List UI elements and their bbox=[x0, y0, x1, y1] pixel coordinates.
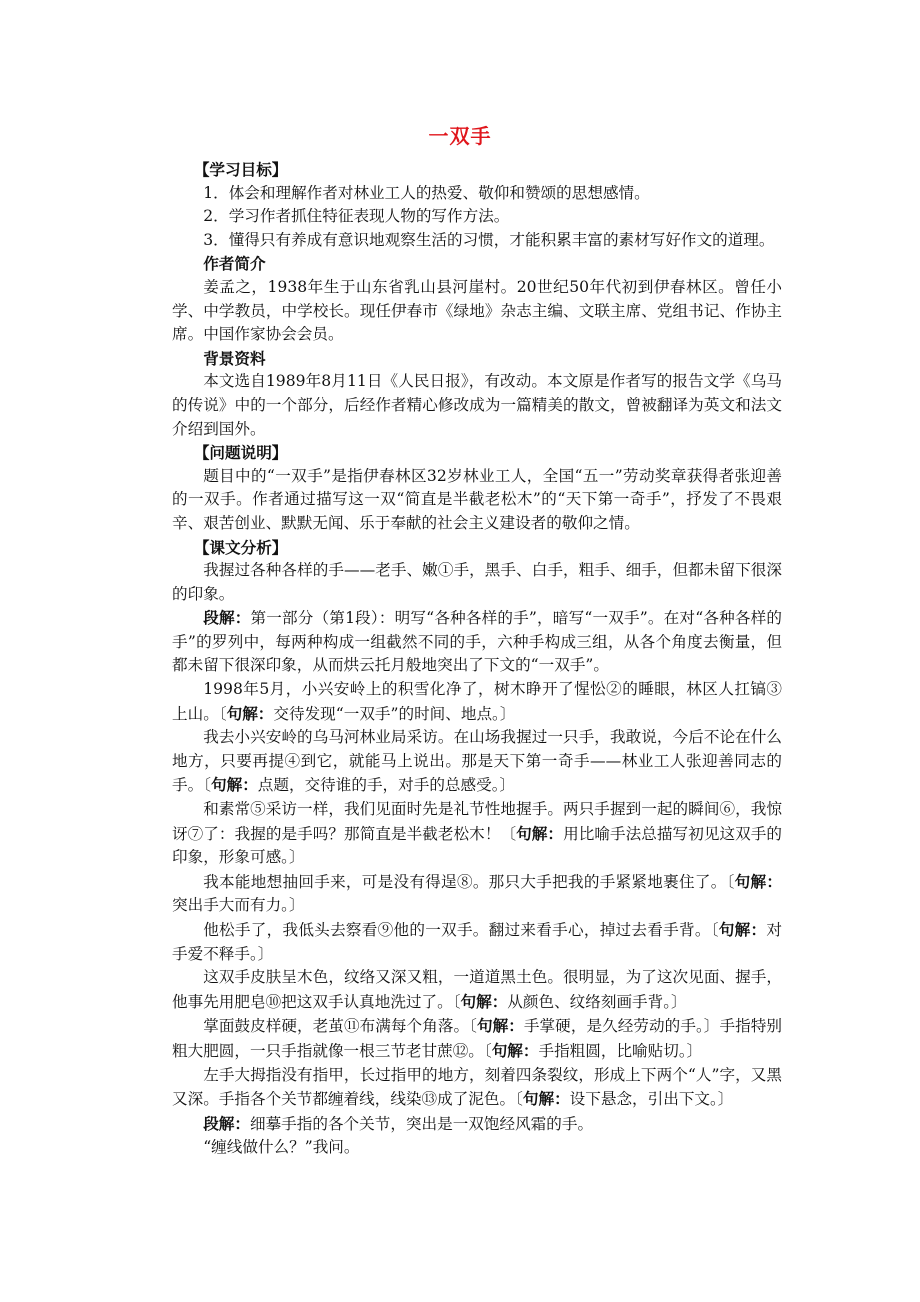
analysis-paragraph bbox=[172, 870, 782, 918]
note-text: 点题，交待谁的手，对手的总感受。〕 bbox=[257, 776, 516, 795]
analysis-paragraph bbox=[172, 559, 782, 606]
sentence-label: 句解： bbox=[718, 920, 767, 939]
author-text: 姜孟之，1938年生于山东省乳山县河崖村。20世纪50年代初到伊春林区。曾任小学、中学教员，中学校长。现任伊春市《绿地》杂志主编、文联主席、党组书记、作协主席。中国作家协会会员。 bbox=[172, 277, 782, 344]
note-open: 〔 bbox=[710, 921, 719, 939]
goals-heading: 【学习目标】 bbox=[193, 160, 288, 179]
paragraph-text: 我握过各种各样的手——老手、嫩①手，黑手、白手，粗手、细手，但都未留下很深的印象。 bbox=[172, 561, 782, 603]
analysis-paragraph bbox=[172, 1112, 782, 1137]
paragraph-text: 细摹手指的各个关节，突出是一双饱经风霜的手。 bbox=[249, 1114, 594, 1133]
note-open: 〔 bbox=[469, 1017, 477, 1036]
author-heading: 作者简介 bbox=[203, 254, 266, 274]
analysis-paragraph bbox=[172, 1014, 782, 1063]
sentence-label: 句解： bbox=[491, 1040, 539, 1060]
analysis-paragraph bbox=[172, 678, 782, 726]
paragraph-text: 他松手了，我低头去察看⑨他的一双手。翻过来看手心，掉过去看手背。 bbox=[203, 921, 711, 939]
note-text: 用比喻手法总描写初见这双手的印象，形象可感。〕 bbox=[172, 824, 782, 867]
note-open: 〔 bbox=[483, 1041, 492, 1060]
analysis-paragraph bbox=[172, 966, 782, 1014]
note-open: 〔 bbox=[203, 776, 211, 795]
sentence-label: 句解： bbox=[516, 823, 564, 843]
note-text: 从颜色、纹络刻画手背。〕 bbox=[507, 992, 687, 1011]
sentence-label: 句解： bbox=[522, 1089, 570, 1109]
background-heading: 背景资料 bbox=[203, 348, 266, 368]
analysis-paragraph bbox=[172, 918, 782, 966]
note-open: 〔 bbox=[452, 992, 461, 1011]
question-text: 题目中的“一双手”是指伊春林区32岁林业工人，全国“五一”劳动奖章获得者张迎善的一双手。作者通过描写这一双“简直是半截老松木”的“天下第一奇手”，抒发了不畏艰辛、艰苦创业、默默无闻、乐于奉献的社会主义建设者的敬仰之情。 bbox=[172, 466, 782, 532]
paragraph-text: “缠线做什么？”我问。 bbox=[203, 1138, 360, 1157]
note-text: 对手爱不释手。〕 bbox=[172, 921, 782, 963]
sentence-label: 句解： bbox=[460, 991, 508, 1011]
analysis-paragraph bbox=[172, 798, 782, 870]
section-label: 段解： bbox=[203, 608, 251, 628]
paragraph-text: 和素常⑤采访一样，我们见面时先是礼节性地握手。两只手握到一起的瞬间⑥，我惊讶⑦了：我握的是手吗？那简直是半截老松木！ bbox=[172, 800, 782, 843]
note-text: 手掌硬，是久经劳动的手。〕 bbox=[523, 1017, 720, 1036]
paragraph-text: 第一部分（第1段）：明写“各种各样的手”，暗写“一双手”。在对“各种各样的手”的罗列中，每两种构成一组截然不同的手，六种手构成三组，从各个角度去衡量，但都未留下很深印象，从而烘云托月般地突出了下文的“一双手”。 bbox=[172, 609, 782, 675]
note-text: 设下悬念，引出下文。〕 bbox=[569, 1090, 734, 1109]
analysis-heading: 【课文分析】 bbox=[193, 537, 288, 557]
paragraph-text: 手指特别粗大肥圆，一只手指就像一根三节老甘蔗⑫。 bbox=[172, 1017, 782, 1060]
document-title: 一双手 bbox=[428, 124, 492, 148]
paragraph-text: 我本能地想抽回手来，可是没有得逞⑧。那只大手把我的手紧紧地裹住了。 bbox=[203, 872, 727, 891]
paragraph-text: 左手大拇指没有指甲，长过指甲的地方，刻着四条裂纹，形成上下两个“人”字，又黑又深。手指各个关节都缠着线，线染⑬成了泥色。 bbox=[172, 1065, 782, 1109]
note-open: 〔 bbox=[500, 824, 517, 843]
goal-item-2: 2．学习作者抓住特征表现人物的写作方法。 bbox=[203, 207, 510, 226]
note-text: 手指粗圆，比喻贴切。〕 bbox=[538, 1041, 703, 1060]
note-text: 交待发现“一双手”的时间、地点。〕 bbox=[273, 704, 516, 723]
note-open: 〔 bbox=[218, 704, 227, 723]
section-label: 段解： bbox=[203, 1113, 250, 1133]
paragraph-text: 我去小兴安岭的乌马河林业局采访。在山场我握过一只手，我敢说，今后不论在什么地方，只要再提④到它，就能马上说出。那是天下第一奇手——林业工人张迎善同志的手。 bbox=[172, 728, 782, 795]
paragraph-text: 1998年5月，小兴安岭上的积雪化净了，树木睁开了惺忪②的睡眼，林区人扛镐③上山。 bbox=[172, 680, 782, 723]
background-text: 本文选自1989年8月11日《人民日报》，有改动。本文原是作者写的报告文学《乌马的传说》中的一个部分，后经作者精心修改成为一篇精美的散文，曾被翻译为英文和法文介绍到国外。 bbox=[172, 372, 782, 438]
document-body bbox=[172, 158, 782, 1160]
analysis-paragraph bbox=[172, 1064, 782, 1112]
question-heading: 【问题说明】 bbox=[193, 443, 288, 463]
sentence-label: 句解： bbox=[211, 775, 258, 795]
note-open: 〔 bbox=[515, 1090, 523, 1109]
note-open: 〔 bbox=[726, 872, 735, 891]
goal-item-1: 1．体会和理解作者对林业工人的热爱、敬仰和赞颂的思想感情。 bbox=[203, 183, 650, 202]
goal-item-3: 3．懂得只有养成有意识地观察生活的习惯，才能积累丰富的素材写好作文的道理。 bbox=[203, 230, 775, 249]
analysis-paragraph bbox=[172, 1136, 782, 1160]
paragraph-text: 这双手皮肤呈木色，纹络又深又粗，一道道黑土色。很明显，为了这次见面、握手，他事先用肥皂⑩把这双手认真地洗过了。 bbox=[172, 968, 782, 1011]
paragraph-text: 掌面鼓皮样硬，老茧⑪布满每个角落。 bbox=[203, 1017, 470, 1036]
sentence-label: 句解： bbox=[734, 871, 782, 891]
sentence-label: 句解： bbox=[226, 703, 274, 723]
analysis-paragraph bbox=[172, 606, 782, 678]
sentence-label: 句解： bbox=[476, 1016, 524, 1036]
note-text: 突出手大而有力。〕 bbox=[172, 896, 305, 915]
analysis-paragraph bbox=[172, 726, 782, 798]
